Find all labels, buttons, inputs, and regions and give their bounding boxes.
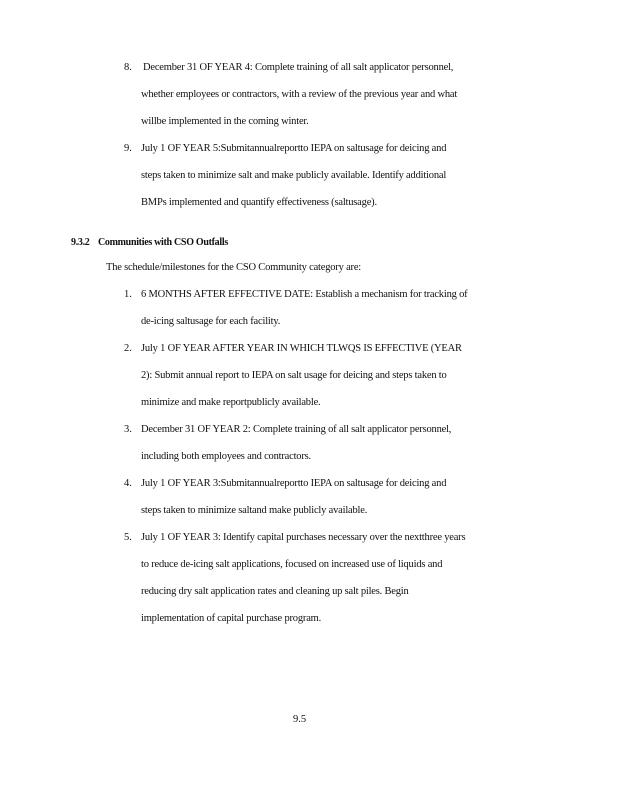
list-item-line: December 31 OF YEAR 2: Complete training of all salt applicator personnel, <box>141 424 452 435</box>
intro-text: The schedule/milestones for the CSO Community category are: <box>106 262 362 273</box>
page-number: 9.5 <box>293 714 307 725</box>
list-item-line: steps taken to minimize salt and make publicly available. Identify additional <box>141 170 447 181</box>
section-number: 9.3.2 <box>71 237 90 248</box>
list-item-number: 3. <box>124 424 132 435</box>
list-item-line: reducing dry salt application rates and cleaning up salt piles. Begin <box>141 586 409 597</box>
list-item-line: July 1 OF YEAR 5:Submitannualreportto IEPA on saltusage for deicing and <box>141 143 447 154</box>
list-item-line: July 1 OF YEAR 3:Submitannualreportto IEPA on saltusage for deicing and <box>141 478 447 489</box>
list-item-line: steps taken to minimize saltand make publicly available. <box>141 505 368 516</box>
list-item-number: 4. <box>124 478 132 489</box>
list-item-line: BMPs implemented and quantify effectiveness (saltusage). <box>141 197 377 208</box>
list-item-line: 2): Submit annual report to IEPA on salt usage for deicing and steps taken to <box>141 370 447 381</box>
list-item-number: 1. <box>124 289 132 300</box>
list-item-number: 5. <box>124 532 132 543</box>
list-item-line: December 31 OF YEAR 4: Complete training of all salt applicator personnel, <box>143 62 454 73</box>
list-item-line: to reduce de-icing salt applications, focused on increased use of liquids and <box>141 559 443 570</box>
list-item-line: whether employees or contractors, with a review of the previous year and what <box>141 89 458 100</box>
list-item-line: minimize and make reportpublicly available. <box>141 397 321 408</box>
list-item-line: including both employees and contractors. <box>141 451 311 462</box>
section-title: Communities with CSO Outfalls <box>98 237 228 248</box>
list-item-line: July 1 OF YEAR 3: Identify capital purchases necessary over the nextthree years <box>141 532 466 543</box>
list-item-line: July 1 OF YEAR AFTER YEAR IN WHICH TLWQS IS EFFECTIVE (YEAR <box>141 343 462 354</box>
list-item-number: 9. <box>124 143 132 154</box>
list-item-number: 8. <box>124 62 132 73</box>
list-item-number: 2. <box>124 343 132 354</box>
list-item-line: 6 MONTHS AFTER EFFECTIVE DATE: Establish a mechanism for tracking of <box>141 289 468 300</box>
list-item-line: willbe implemented in the coming winter. <box>141 116 309 127</box>
list-item-line: implementation of capital purchase program. <box>141 613 322 624</box>
list-item-line: de-icing saltusage for each facility. <box>141 316 281 327</box>
